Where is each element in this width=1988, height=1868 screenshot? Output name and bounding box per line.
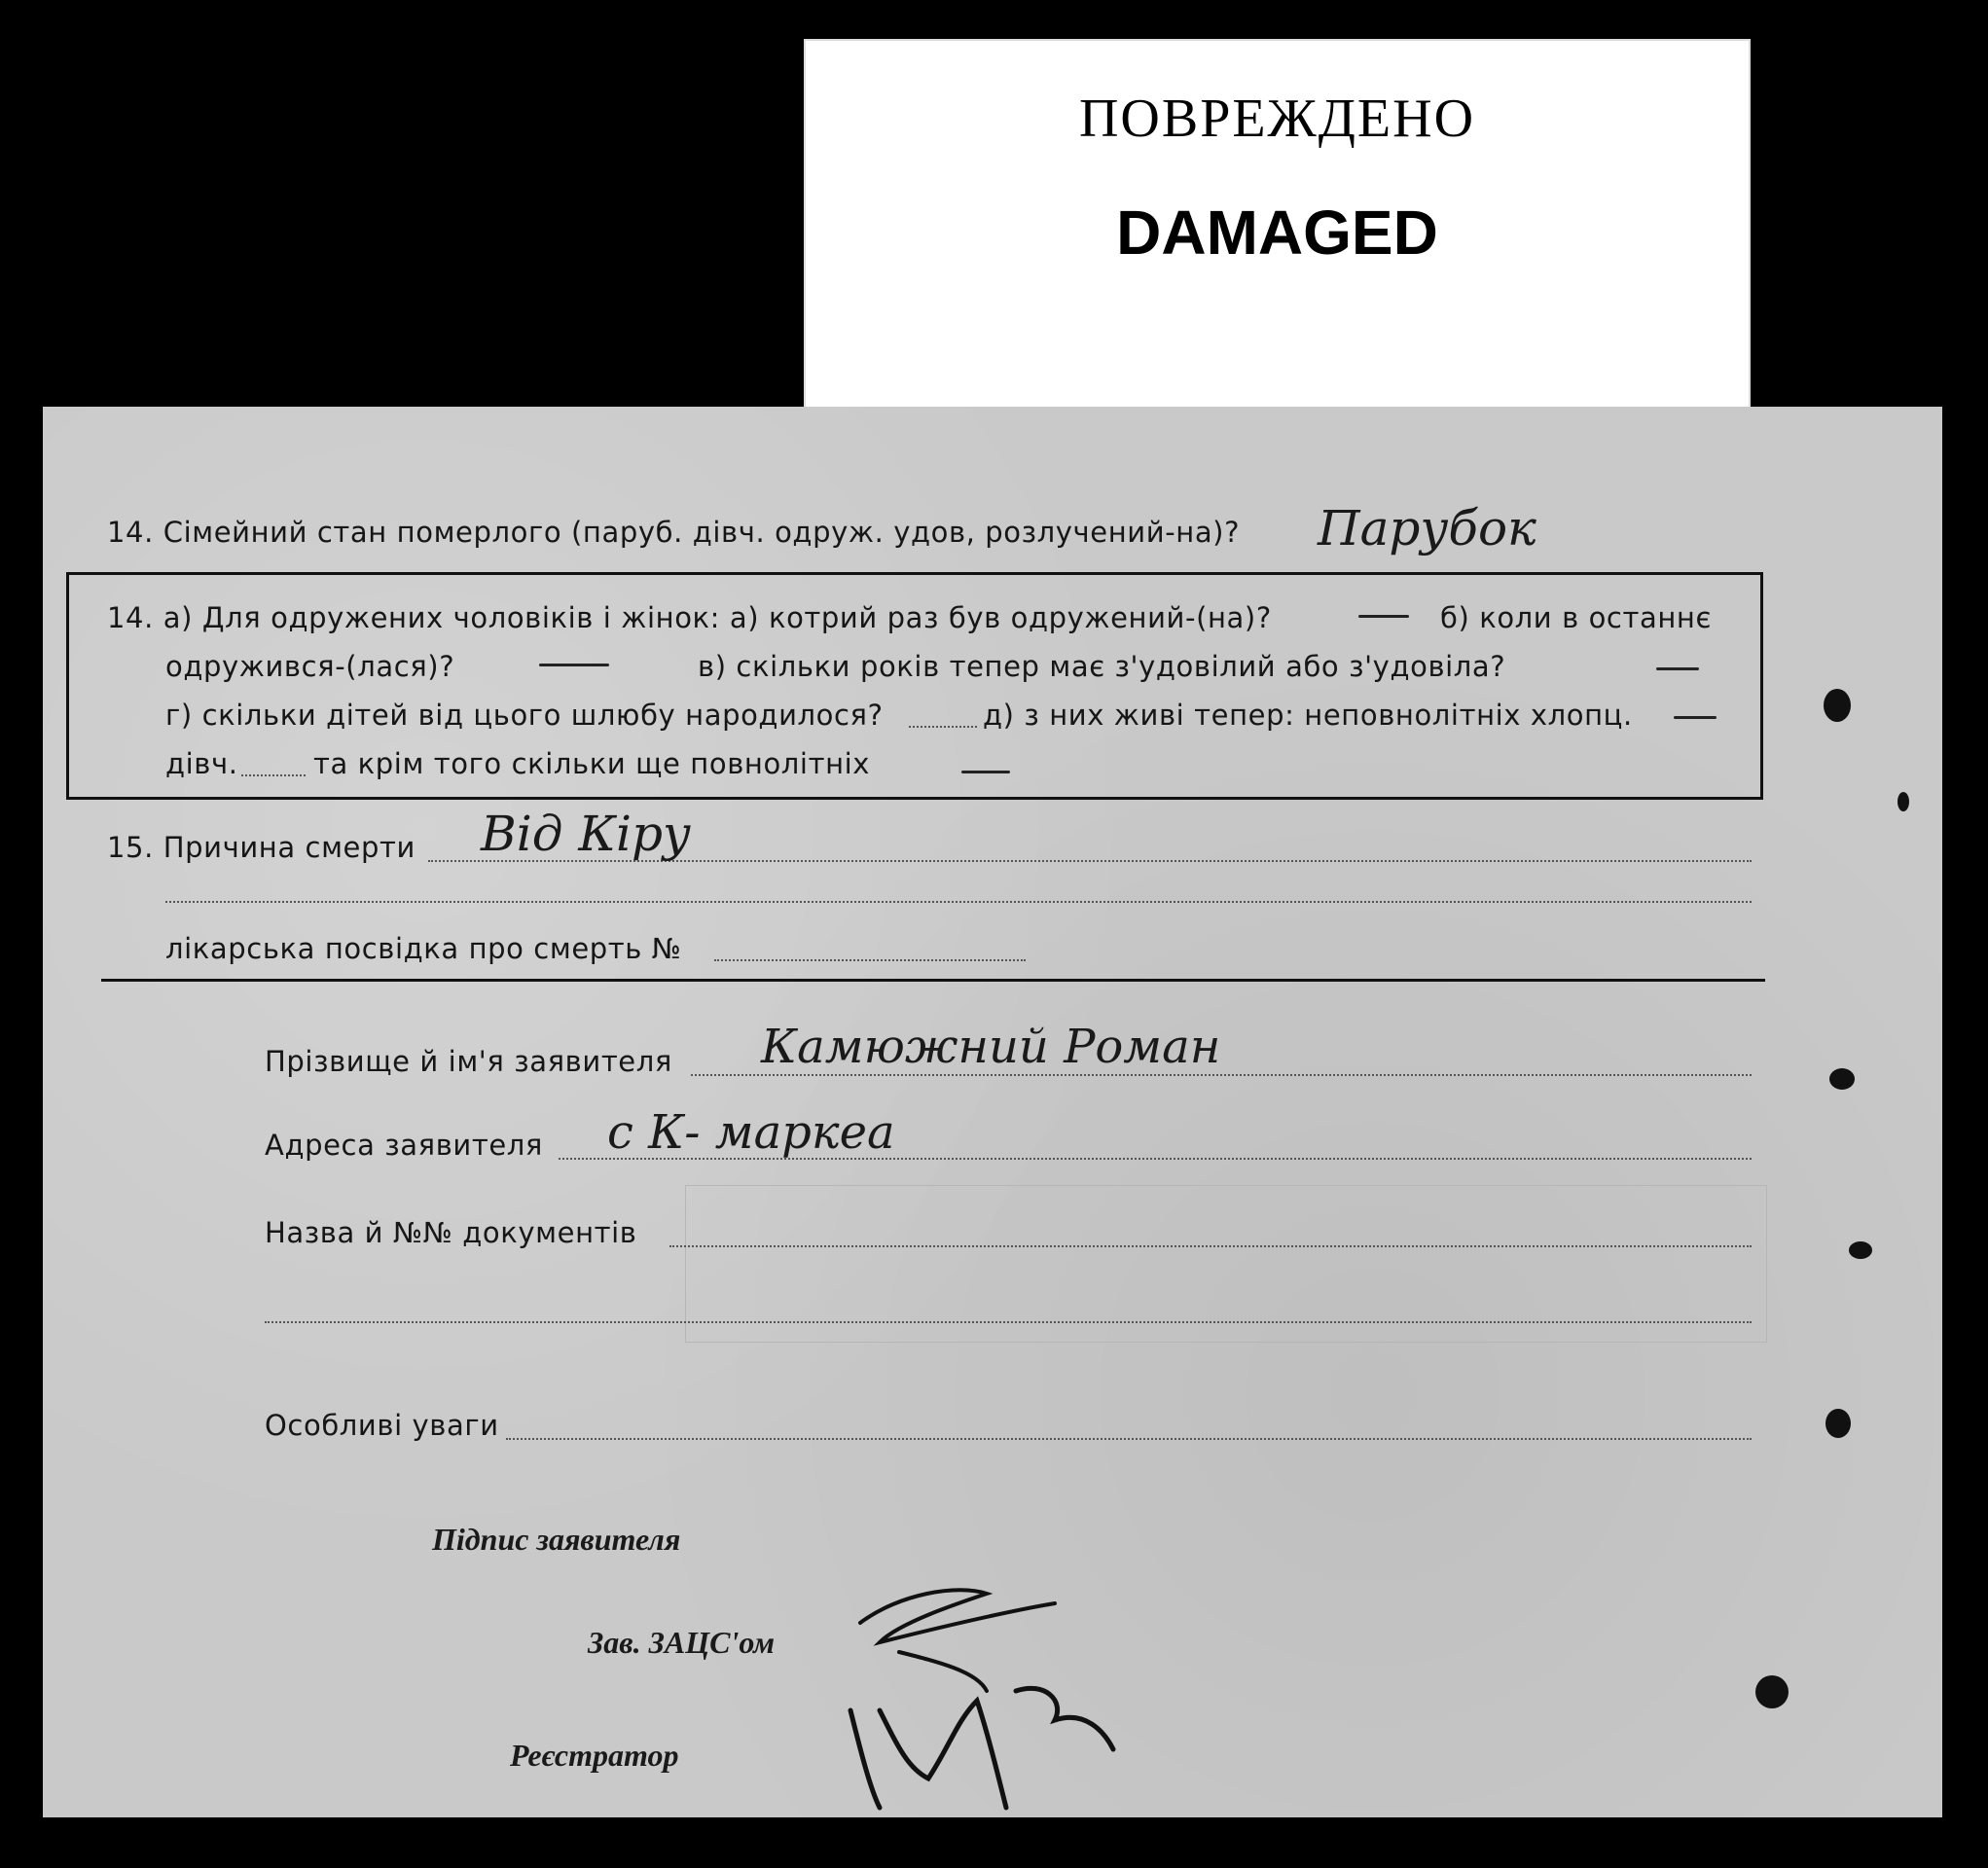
q15-cause-of-death-label: 15. Причина смерти: [107, 831, 416, 864]
q14a-line4-mid: та крім того скільки ще повнолітніх: [313, 747, 871, 780]
applicant-name-value: Камюжний Роман: [761, 1020, 1221, 1074]
faint-stamp-box: [685, 1185, 1767, 1343]
documents-label: Назва й №№ документів: [265, 1216, 637, 1249]
death-record-form-sheet: [43, 407, 1942, 1817]
q14a-answer-b-dash: [539, 664, 609, 666]
q14a-answer-adult-dash: [961, 771, 1010, 773]
registrar-label: Реєстратор: [510, 1738, 679, 1773]
q14a-line1-end: б) коли в останнє: [1440, 601, 1712, 634]
q14a-answer-v-dash: [1656, 667, 1699, 670]
section-divider: [101, 979, 1765, 982]
q14-marital-status-label: 14. Сімейний стан померлого (паруб. дівч. одруж. удов, розлучений-на)?: [107, 516, 1241, 549]
q14a-line3-start: г) скільки дітей від цього шлюбу народилося?: [165, 699, 884, 732]
punch-hole: [1898, 792, 1909, 811]
q15-dotted-line-2: [165, 901, 1752, 903]
q14a-line3-mid: д) з них живі тепер: неповнолітніх хлопц.: [983, 699, 1633, 732]
remarks-line: [506, 1438, 1752, 1440]
applicant-name-line: [691, 1074, 1752, 1076]
damaged-label-ukrainian: ПОВРЕЖДЕНО: [1078, 89, 1476, 149]
documents-line-2: [265, 1321, 1752, 1323]
q15-cause-of-death-answer: Від Кіру: [481, 806, 692, 862]
applicant-address-label: Адреса заявителя: [265, 1129, 543, 1162]
q14-marital-status-answer: Парубок: [1318, 500, 1536, 557]
head-signature: [841, 1555, 1172, 1817]
documents-line: [669, 1245, 1752, 1247]
remarks-label: Особливі уваги: [265, 1409, 499, 1442]
medical-certificate-number-line: [714, 959, 1026, 961]
q14a-line2-mid: в) скільки років тепер має з'удовілий або з'удовіла?: [698, 650, 1506, 683]
q14a-answer-d-dash: [1674, 716, 1717, 719]
punch-hole: [1755, 1675, 1789, 1708]
punch-hole: [1849, 1241, 1872, 1259]
q14a-line1: 14. а) Для одружених чоловіків і жінок: а) котрий раз був одружений-(на)?: [107, 601, 1272, 634]
q14a-line4-dots: [241, 774, 306, 776]
q14a-answer-a-dash: [1358, 615, 1409, 618]
applicant-name-label: Прізвище й ім'я заявителя: [265, 1045, 672, 1078]
punch-hole: [1825, 1409, 1851, 1438]
q14a-line2-start: одружився-(лася)?: [165, 650, 455, 683]
q14a-line3-dots: [909, 726, 977, 728]
applicant-signature-label: Підпис заявителя: [432, 1522, 681, 1557]
zags-head-label: Зав. ЗАЦС'ом: [588, 1625, 776, 1660]
applicant-address-value: с К- маркеа: [607, 1105, 895, 1160]
punch-hole: [1824, 689, 1851, 722]
punch-hole: [1829, 1068, 1855, 1090]
medical-certificate-label: лікарська посвідка про смерть №: [165, 932, 682, 965]
damaged-label-english: DAMAGED: [1116, 198, 1438, 268]
q14a-line4-start: дівч.: [165, 747, 238, 780]
damaged-label-card: [804, 39, 1751, 409]
